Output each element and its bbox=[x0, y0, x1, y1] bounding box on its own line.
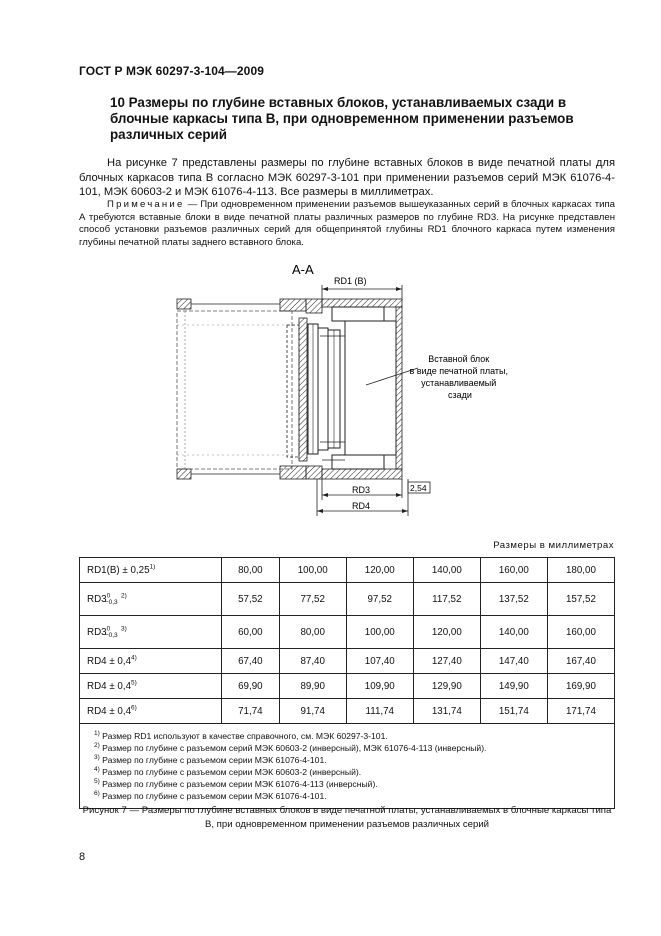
section-label: А-А bbox=[292, 262, 314, 277]
table-cell: 69,90 bbox=[222, 674, 280, 699]
footnote: $^{6)}$ Размер по глубине с разъемом серии МЭК 61076-4-101. bbox=[94, 790, 327, 801]
table-cell: 89,90 bbox=[279, 674, 346, 699]
table-cell: 160,00 bbox=[480, 558, 547, 583]
row-label: $RD3^{0 3)}_{-0,3}$ bbox=[80, 616, 222, 649]
page-number: 8 bbox=[79, 851, 86, 863]
table-cell: 97,52 bbox=[346, 583, 413, 616]
table-row bbox=[80, 649, 615, 674]
figure-caption: Рисунок 7 — Размеры по глубине вставных блоков в виде печатной платы, устанавливаемых в блочные каркасы типа B, при одновременном применении разъемов различных серий bbox=[82, 805, 612, 830]
row-label: $RD4 \pm 0,4^{4)}$ bbox=[80, 649, 222, 674]
table-cell: 147,40 bbox=[480, 649, 547, 674]
callout-line-2: в виде печатной платы, bbox=[409, 366, 509, 376]
table-cell: 140,00 bbox=[480, 616, 547, 649]
footnote: $^{4)}$ Размер по глубине с разъемом серии МЭК 60603-2 (инверсный). bbox=[94, 766, 362, 777]
callout-line-4: сзади bbox=[448, 390, 472, 400]
table-cell: 120,00 bbox=[413, 616, 480, 649]
rd4-label: RD4 bbox=[352, 501, 371, 511]
table-row bbox=[80, 699, 615, 724]
table-cell: 137,52 bbox=[480, 583, 547, 616]
rd3-label: RD3 bbox=[352, 485, 371, 495]
table-row bbox=[80, 674, 615, 699]
table-cell: 129,90 bbox=[413, 674, 480, 699]
footnotes-row bbox=[80, 724, 615, 809]
table-cell: 77,52 bbox=[279, 583, 346, 616]
table-cell: 107,40 bbox=[346, 649, 413, 674]
row-label: $RD3^{0 2)}_{-0,3}$ bbox=[80, 583, 222, 616]
note-label: Примечание bbox=[107, 199, 185, 210]
table-cell: 60,00 bbox=[222, 616, 280, 649]
callout-line-3: устанавливаемый bbox=[421, 378, 497, 388]
table-cell: 157,52 bbox=[547, 583, 614, 616]
table-cell: 120,00 bbox=[346, 558, 413, 583]
table-cell: 131,74 bbox=[413, 699, 480, 724]
table-cell: 67,40 bbox=[222, 649, 280, 674]
note-text: — При одновременном применении разъемов вышеуказанных серий в блочных каркасах типа A требуются вставные блоки в виде печатной платы различных размеров по глубине RD3. На рисунке представлен способ установки разъемов различных серий для общепринятой глубины RD1 блочного каркаса путем изменения глубины печатной платы заднего вставного блока. bbox=[79, 199, 615, 248]
table-cell: 100,00 bbox=[346, 616, 413, 649]
table-cell: 80,00 bbox=[222, 558, 280, 583]
table-cell: 117,52 bbox=[413, 583, 480, 616]
table-cell: 140,00 bbox=[413, 558, 480, 583]
footnote: $^{3)}$ Размер по глубине с разъемом серии МЭК 61076-4-101. bbox=[94, 754, 327, 765]
row-label: $RD4 \pm 0,4^{6)}$ bbox=[80, 699, 222, 724]
section-heading: 10 Размеры по глубине вставных блоков, устанавливаемых сзади в блочные каркасы типа B, при одновременном применении разъемов различных серий bbox=[110, 95, 574, 142]
table-cell: 100,00 bbox=[279, 558, 346, 583]
table-cell: 87,40 bbox=[279, 649, 346, 674]
table-cell: 167,40 bbox=[547, 649, 614, 674]
rd1-label: RD1 (B) bbox=[334, 276, 367, 286]
table-cell: 71,74 bbox=[222, 699, 280, 724]
table-cell: 109,90 bbox=[346, 674, 413, 699]
table-cell: 111,74 bbox=[346, 699, 413, 724]
callout-line-1: Вставной блок bbox=[428, 354, 490, 364]
table-cell: 160,00 bbox=[547, 616, 614, 649]
svg-text:Вставной блок в виде печат bbox=[409, 354, 510, 400]
footnote: $^{1)}$ Размер RD1 используют в качестве справочного, см. МЭК 60297-3-101. bbox=[94, 730, 388, 741]
table-row bbox=[80, 616, 615, 649]
table-cell: 91,74 bbox=[279, 699, 346, 724]
table-cell: 169,90 bbox=[547, 674, 614, 699]
footnote: $^{2)}$ Размер по глубине с разъемом серий МЭК 60603-2 (инверсный), МЭК 61076-4-113 (инверсный). bbox=[94, 742, 487, 753]
units-note: Размеры в миллиметрах bbox=[493, 540, 614, 551]
table-cell: 127,40 bbox=[413, 649, 480, 674]
footnote: $^{5)}$ Размер по глубине с разъемом серии МЭК 61076-4-113 (инверсный). bbox=[94, 778, 378, 789]
table-cell: 57,52 bbox=[222, 583, 280, 616]
table-cell: 171,74 bbox=[547, 699, 614, 724]
body-paragraph: На рисунке 7 представлены размеры по глубине вставных блоков в виде печатной платы для блочных каркасов типа B согласно МЭК 60297-3-101 при применении разъемов серий МЭК 61076-4-101, МЭК 60603-2 и МЭК 61076-4-113. Все размеры в миллиметрах. bbox=[79, 157, 615, 198]
footnotes-cell bbox=[80, 724, 615, 809]
document-id: ГОСТ Р МЭК 60297-3-104—2009 bbox=[79, 64, 264, 78]
table-cell: 80,00 bbox=[279, 616, 346, 649]
row-label: $RD1(B) \pm 0,25^{1)}$ bbox=[80, 558, 222, 583]
row-label: $RD4 \pm 0,4^{5)}$ bbox=[80, 674, 222, 699]
dimensions-table bbox=[79, 557, 615, 809]
table-cell: 180,00 bbox=[547, 558, 614, 583]
table-row bbox=[80, 558, 615, 583]
table-cell: 151,74 bbox=[480, 699, 547, 724]
dim-254-label: 2,54 bbox=[410, 483, 427, 493]
table-cell: 149,90 bbox=[480, 674, 547, 699]
table-row bbox=[80, 583, 615, 616]
